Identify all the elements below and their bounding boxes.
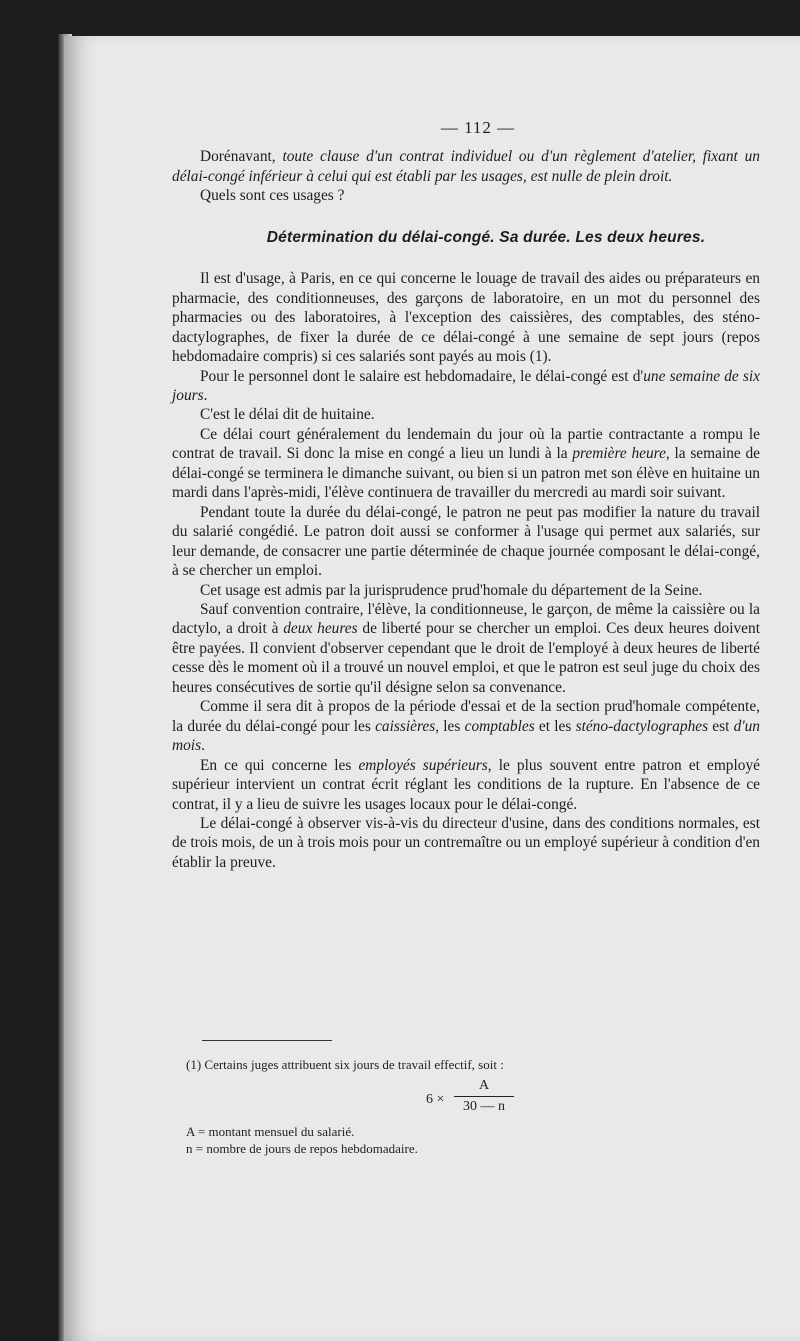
paragraph-8: Comme il sera dit à propos de la période d'essai et de la section prud'homale compétente, la durée du délai-congé pour les caissières, les comptables et les sténo-dactylographes est d'un mois. <box>172 698 761 755</box>
paragraph-10: Le délai-congé à observer vis-à-vis du directeur d'usine, dans des conditions normales, est de trois mois, de un à trois mois pour un contremaître ou un employé supérieur à condition d'en établir la preuve. <box>172 814 760 871</box>
paragraph-9: En ce qui concerne les employés supérieurs, le plus souvent entre patron et employé supérieur intervient un contrat écrit réglant les conditions de la rupture. En l'absence de ce contrat, il y a lieu de suivre les usages locaux pour le délai-congé. <box>172 756 760 813</box>
formula-numerator: A <box>454 1077 514 1097</box>
page-number: — 112 — <box>440 118 516 137</box>
paragraph-5: Pendant toute la durée du délai-congé, le patron ne peut pas modifier la nature du travail du salarié congédié. Le patron doit aussi se conformer à l'usage qui permet aux salariés, sur leur demande, de consacrer une partie déterminée de chaque journée composant le délai-congé, à se chercher un emploi. <box>172 503 760 580</box>
intro-question: Quels sont ces usages ? <box>200 187 345 205</box>
paragraph-1: Il est d'usage, à Paris, en ce qui concerne le louage de travail des aides ou préparateurs en pharmacie, des conditionneuses, des garçons de laboratoire, en un mot du personnel des pharmacies ou des laboratoires, à l'exception des caissières, des comptables, des sténo-dactylographes, de fixer la durée de ce délai-congé à une semaine de sept jours (repos hebdomadaire compris) si ces salariés sont payés au mois (1). <box>172 270 760 366</box>
formula-multiplier: 6 × <box>426 1092 445 1107</box>
page-body <box>172 118 760 872</box>
intro-italic: toute clause d'un contrat individuel ou d'un règlement d'atelier, fixant un délai-congé inférieur à celui qui est établi par les usages, est nulle de plein droit. <box>172 148 760 185</box>
formula-denominator: 30 — n <box>463 1099 505 1114</box>
intro-lead: Dorénavant, <box>200 148 283 166</box>
footnote-formula <box>186 1077 746 1121</box>
footnote-separator <box>202 1040 332 1041</box>
paragraph-3: C'est le délai dit de huitaine. <box>200 406 375 424</box>
legend-n: n = nombre de jours de repos hebdomadaire. <box>186 1141 418 1156</box>
paragraph-7: Sauf convention contraire, l'élève, la conditionneuse, le garçon, de même la caissière ou la dactylo, a droit à deux heures de liberté pour se chercher un emploi. Ces deux heures doivent être payées. Il convient d'observer cependant que le droit de l'employé à deux heures de liberté cesse dès le moment où il a trouvé un nouvel emploi, et que le patron est seul juge du choix des heures consécutives de sortie qu'il désigne selon sa convenance. <box>172 600 760 696</box>
paragraph-4: Ce délai court généralement du lendemain du jour où la partie contractante a rompu le contrat de travail. Si donc la mise en congé a lieu un lundi à la première heure, la semaine de délai-congé se terminera le dimanche suivant, ou bien si un patron met son élève en huitaine un mardi dans l'après-midi, l'élève continuera de travailler du mercredi au mardi soir suivant. <box>172 425 760 502</box>
formula-fraction <box>454 1077 514 1115</box>
footnote-text: (1) Certains juges attribuent six jours de travail effectif, soit : <box>186 1057 504 1072</box>
footnote <box>186 1056 746 1157</box>
paragraph-6: Cet usage est admis par la jurisprudence prud'homale du département de la Seine. <box>200 581 703 599</box>
intro-paragraph <box>172 147 760 186</box>
formula-legend <box>186 1123 746 1157</box>
paragraph-2: Pour le personnel dont le salaire est hebdomadaire, le délai-congé est d'une semaine de six jours. <box>172 367 760 404</box>
legend-a: A = montant mensuel du salarié. <box>186 1124 355 1139</box>
section-heading: Détermination du délai-congé. Sa durée. Les deux heures. <box>266 228 706 246</box>
